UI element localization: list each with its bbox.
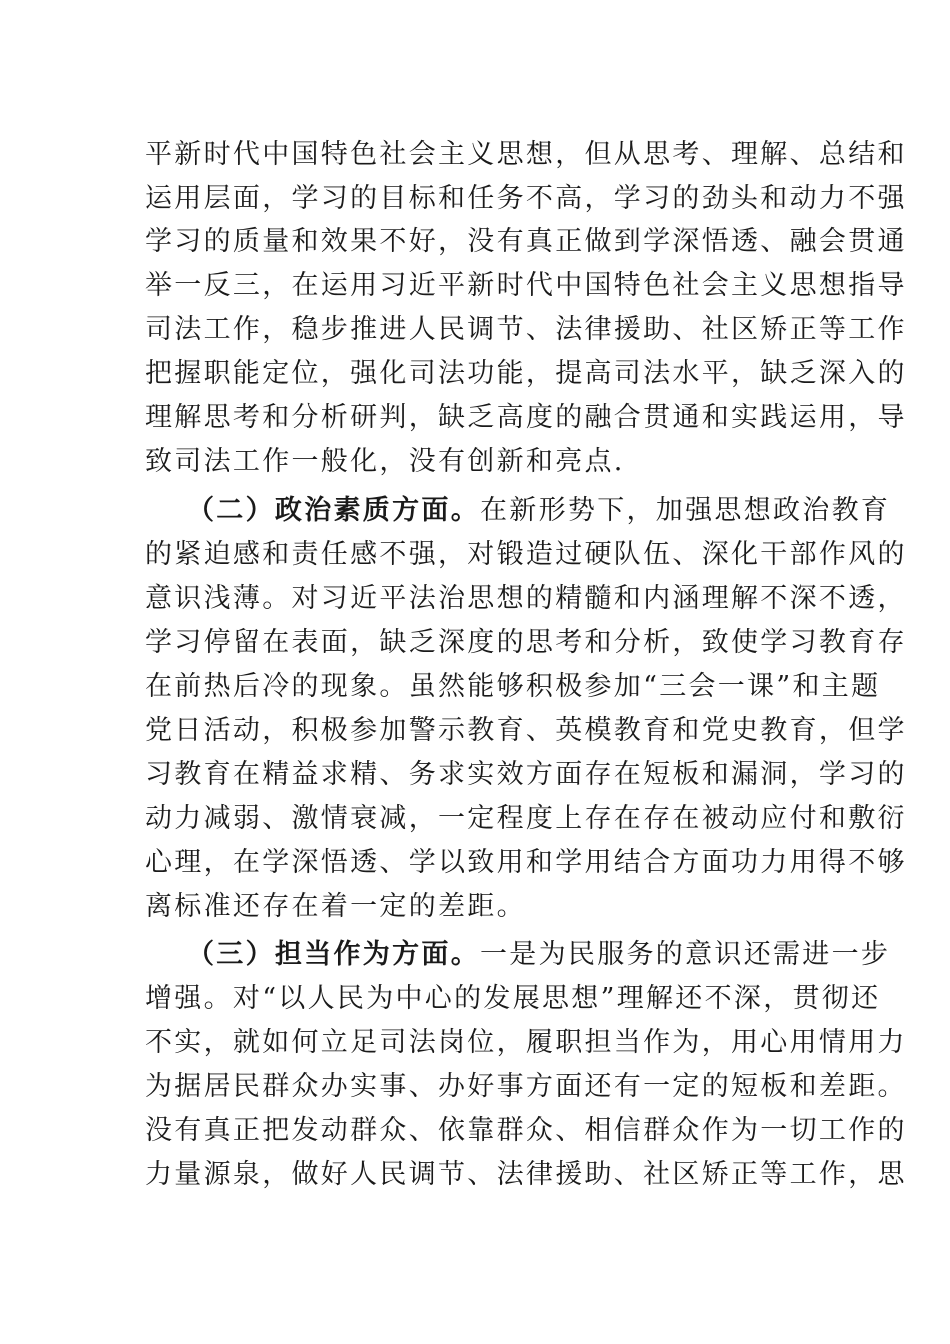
- section-3-line-6: 力量源泉，做好人民调节、法律援助、社区矫正等工作，思: [145, 1159, 907, 1190]
- paragraph-1-line-2: 运用层面，学习的目标和任务不高，学习的劲头和动力不强: [145, 183, 907, 214]
- section-2-heading: （二）政治素质方面。: [187, 495, 480, 526]
- section-2-line-7: 习教育在精益求精、务求实效方面存在短板和漏洞，学习的: [145, 759, 907, 790]
- section-3-first-line: [187, 935, 891, 975]
- paragraph-1-line-8: 致司法工作一般化，没有创新和亮点.: [145, 446, 625, 477]
- section-3-heading: （三）担当作为方面。: [187, 939, 480, 970]
- paragraph-1-line-3: 学习的质量和效果不好，没有真正做到学深悟透、融会贯通: [145, 226, 907, 257]
- section-2-line-9: 心理，在学深悟透、学以致用和学用结合方面功力用得不够: [145, 847, 907, 878]
- paragraph-1-line-5: 司法工作，稳步推进人民调节、法律援助、社区矫正等工作: [145, 314, 907, 345]
- section-2-line-5: 在前热后冷的现象。虽然能够积极参加“三会一课”和主题: [145, 671, 881, 702]
- section-2-line-8: 动力减弱、激情衰减，一定程度上存在存在被动应付和敷衍: [145, 803, 907, 834]
- paragraph-1-line-1: 平新时代中国特色社会主义思想，但从思考、理解、总结和: [145, 139, 907, 170]
- section-2-line-3: 意识浅薄。对习近平法治思想的精髓和内涵理解不深不透，: [145, 583, 907, 614]
- section-3-line-2: 增强。对“以人民为中心的发展思想”理解还不深，贯彻还: [145, 983, 881, 1014]
- paragraph-1-line-7: 理解思考和分析研判，缺乏高度的融合贯通和实践运用，导: [145, 402, 907, 433]
- section-2-line-10: 离标准还存在着一定的差距。: [145, 891, 526, 922]
- paragraph-1-line-6: 把握职能定位，强化司法功能，提高司法水平，缺乏深入的: [145, 358, 907, 389]
- section-3-first-line-text: 一是为民服务的意识还需进一步: [480, 939, 891, 970]
- section-2-line-4: 学习停留在表面，缺乏深度的思考和分析，致使学习教育存: [145, 627, 907, 658]
- section-2-first-line: [187, 491, 891, 531]
- section-3-line-3: 不实，就如何立足司法岗位，履职担当作为，用心用情用力: [145, 1027, 907, 1058]
- section-3-line-5: 没有真正把发动群众、依靠群众、相信群众作为一切工作的: [145, 1115, 907, 1146]
- section-3-line-4: 为据居民群众办实事、办好事方面还有一定的短板和差距。: [145, 1071, 907, 1102]
- section-2-line-6: 党日活动，积极参加警示教育、英模教育和党史教育，但学: [145, 715, 907, 746]
- section-2-line-2: 的紧迫感和责任感不强，对锻造过硬队伍、深化干部作风的: [145, 539, 907, 570]
- section-2-first-line-text: 在新形势下，加强思想政治教育: [480, 495, 891, 526]
- paragraph-1-line-4: 举一反三，在运用习近平新时代中国特色社会主义思想指导: [145, 270, 907, 301]
